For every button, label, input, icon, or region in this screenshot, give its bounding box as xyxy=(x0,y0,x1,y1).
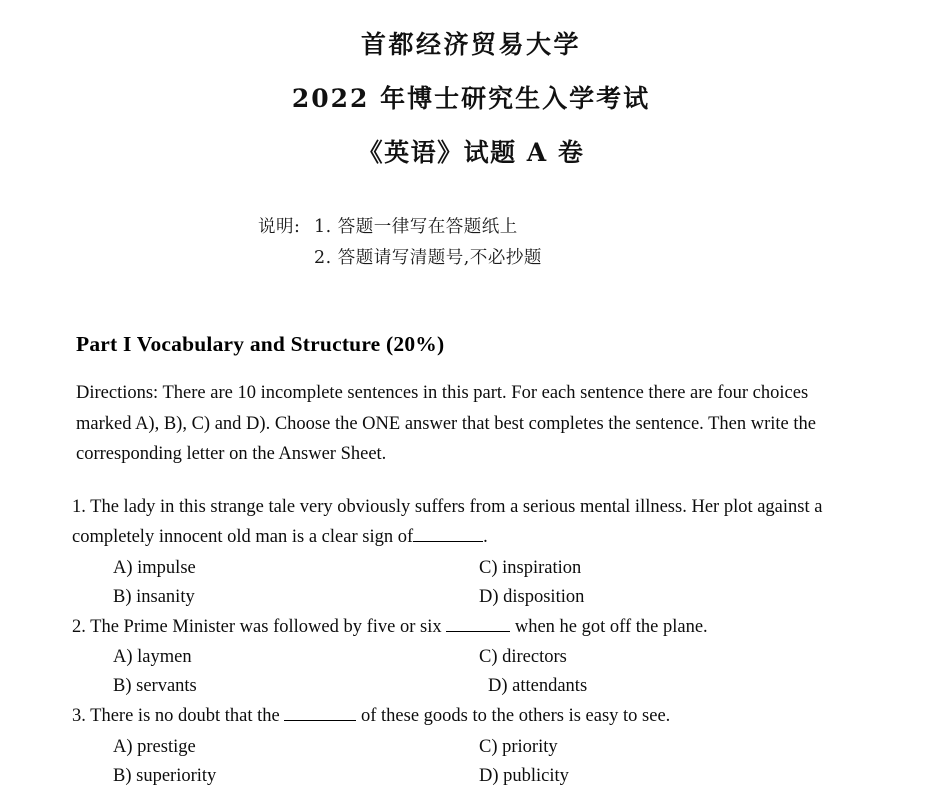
question-item xyxy=(72,612,854,702)
question-stem-text-before-blank: 2. The Prime Minister was followed by five or six xyxy=(72,616,447,637)
answer-blank xyxy=(284,706,356,721)
question-stem xyxy=(72,612,854,643)
part-heading: Part I Vocabulary and Structure (20%) xyxy=(76,332,445,356)
option-row xyxy=(72,733,854,762)
option-row xyxy=(72,643,854,672)
option-a[interactable]: A) prestige xyxy=(113,736,196,757)
option-group xyxy=(72,733,854,791)
option-row xyxy=(72,554,854,583)
notice-row xyxy=(258,243,942,274)
notice-block xyxy=(0,212,942,274)
question-stem-text-after-blank: of these goods to the others is easy to see. xyxy=(356,706,671,726)
option-c[interactable]: C) inspiration xyxy=(479,557,582,578)
question-stem xyxy=(72,492,854,553)
option-row xyxy=(72,583,854,612)
question-stem-text-before-blank: 1. The lady in this strange tale very obviously suffers from a serious mental illness. Her plot against a completely innocent old man is a clear sign of xyxy=(72,496,823,547)
answer-blank xyxy=(413,527,483,542)
option-c[interactable]: C) priority xyxy=(479,736,558,757)
exam-year-and-type: 2022 年博士研究生入学考试 xyxy=(291,84,651,113)
option-c[interactable]: C) directors xyxy=(479,647,567,667)
document-title-block xyxy=(0,0,942,180)
option-b[interactable]: B) superiority xyxy=(113,765,217,786)
option-a[interactable]: A) impulse xyxy=(113,557,196,578)
option-d[interactable]: D) publicity xyxy=(479,765,569,786)
option-b[interactable]: B) servants xyxy=(113,676,197,696)
subject-and-paper-version: 《英语》试题 A 卷 xyxy=(357,138,585,167)
question-list xyxy=(0,492,942,791)
question-stem xyxy=(72,701,854,732)
notice-item-2: 2. 答题请写清题号,不必抄题 xyxy=(314,248,542,268)
question-stem-text-before-blank: 3. There is no doubt that the xyxy=(72,706,285,726)
notice-row xyxy=(258,212,942,243)
question-stem-text-after-blank: when he got off the plane. xyxy=(510,616,708,637)
option-group xyxy=(72,643,854,701)
option-d[interactable]: D) attendants xyxy=(488,676,588,696)
question-stem-text-after-blank: . xyxy=(483,527,488,547)
option-d[interactable]: D) disposition xyxy=(479,586,585,607)
university-name: 首都经济贸易大学 xyxy=(360,30,581,59)
option-row xyxy=(72,762,854,791)
notice-item-1: 1. 答题一律写在答题纸上 xyxy=(314,217,518,237)
option-row xyxy=(72,672,854,701)
notice-label: 说明: xyxy=(258,217,301,237)
option-a[interactable]: A) laymen xyxy=(113,647,192,667)
answer-blank xyxy=(446,617,510,632)
option-group xyxy=(72,554,854,612)
option-b[interactable]: B) insanity xyxy=(113,586,195,607)
directions-paragraph: Directions: There are 10 incomplete sentences in this part. For each sentence there are four choices marked A), B), C) and D). Choose the ONE answer that best completes the sentence. Then write the corresponding letter on the Answer Sheet. xyxy=(76,383,816,464)
question-item xyxy=(72,492,854,612)
question-item xyxy=(72,701,854,791)
